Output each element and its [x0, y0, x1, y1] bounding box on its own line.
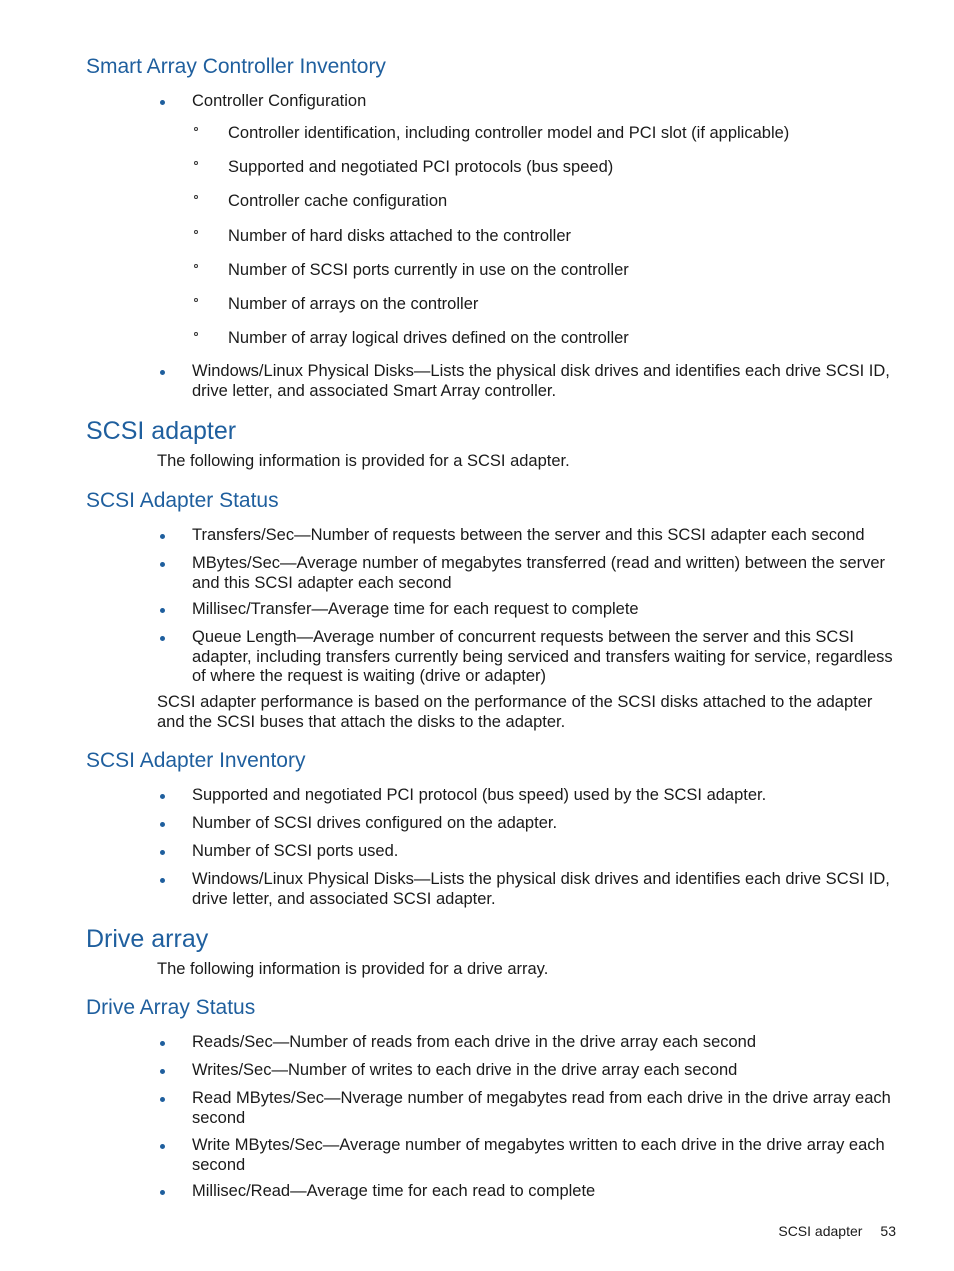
circle-bullet-icon: [194, 230, 198, 234]
bullet-icon: [160, 1144, 165, 1149]
list-item: [157, 1182, 902, 1202]
section-intro: The following information is provided for a SCSI adapter.: [157, 452, 570, 470]
bullet-icon: [160, 850, 165, 855]
list-item: [157, 786, 902, 806]
bullet-icon: [160, 1097, 165, 1102]
heading-drive-array-status: Drive Array Status: [86, 996, 256, 1019]
bullet-icon: [160, 794, 165, 799]
sub-list-item-text: Supported and negotiated PCI protocols (bus speed): [228, 158, 614, 176]
list-item: [157, 92, 902, 112]
sub-list-item-text: Number of SCSI ports currently in use on the controller: [228, 261, 629, 279]
list-item-text: Read MBytes/Sec—Nverage number of megabytes read from each drive in the drive array each second: [192, 1089, 891, 1127]
sub-list-item: [192, 124, 902, 144]
bullet-icon: [160, 370, 165, 375]
circle-bullet-icon: [194, 332, 198, 336]
sub-list-item: [192, 158, 902, 178]
bullet-icon: [160, 1190, 165, 1195]
list-item: [157, 1089, 902, 1128]
heading-scsi-adapter-inventory: SCSI Adapter Inventory: [86, 749, 306, 772]
bullet-icon: [160, 534, 165, 539]
section-note: SCSI adapter performance is based on the performance of the SCSI disks attached to the adapter and the SCSI buses that attach the disks to the adapter.: [157, 693, 873, 731]
list-item: [157, 814, 902, 834]
list-item-text: Transfers/Sec—Number of requests between the server and this SCSI adapter each second: [192, 526, 865, 544]
list-item-text: MBytes/Sec—Average number of megabytes transferred (read and written) between the server and this SCSI adapter each second: [192, 554, 886, 592]
list-item-text: Windows/Linux Physical Disks—Lists the physical disk drives and identifies each drive SCSI ID, drive letter, and associated Smart Array controller.: [192, 362, 890, 400]
sub-list-item: [192, 192, 902, 212]
circle-bullet-icon: [194, 127, 198, 131]
bullet-icon: [160, 1069, 165, 1074]
list-item-text: Write MBytes/Sec—Average number of megabytes written to each drive in the drive array each second: [192, 1136, 885, 1174]
heading-smart-array-controller-inventory: Smart Array Controller Inventory: [86, 55, 386, 78]
list-item-text: Writes/Sec—Number of writes to each drive in the drive array each second: [192, 1061, 738, 1079]
list-item-text: Supported and negotiated PCI protocol (bus speed) used by the SCSI adapter.: [192, 786, 767, 804]
sub-list-item-text: Number of hard disks attached to the controller: [228, 227, 572, 245]
page-footer: [778, 1223, 896, 1239]
list-item-text: Number of SCSI ports used.: [192, 842, 399, 860]
circle-bullet-icon: [194, 264, 198, 268]
list-item: [157, 870, 902, 909]
bullet-icon: [160, 636, 165, 641]
page-number: 53: [880, 1223, 896, 1239]
bullet-icon: [160, 562, 165, 567]
list-item: [157, 526, 902, 546]
bullet-icon: [160, 878, 165, 883]
sub-list-item-text: Controller cache configuration: [228, 192, 448, 210]
list-item: [157, 554, 902, 593]
sub-list-item-text: Controller identification, including controller model and PCI slot (if applicable): [228, 124, 790, 142]
list-item-text: Controller Configuration: [192, 92, 367, 110]
footer-section-title: SCSI adapter: [778, 1223, 863, 1239]
list-item-text: Millisec/Read—Average time for each read to complete: [192, 1182, 596, 1200]
bullet-icon: [160, 1041, 165, 1046]
section-intro: The following information is provided for a drive array.: [157, 960, 549, 978]
list-item: [157, 1061, 902, 1081]
list-item: [157, 1136, 902, 1175]
sub-list-item: [192, 227, 902, 247]
list-item: [157, 1033, 902, 1053]
list-item-text: Queue Length—Average number of concurrent requests between the server and this SCSI adapter, including transfers currently being serviced and transfers waiting for service, regardless of where the request is waiting (drive or adapter): [192, 628, 893, 685]
heading-scsi-adapter: SCSI adapter: [86, 417, 237, 445]
sub-list-item-text: Number of arrays on the controller: [228, 295, 479, 313]
sub-list-item: [192, 329, 902, 349]
list-item-text: Reads/Sec—Number of reads from each drive in the drive array each second: [192, 1033, 757, 1051]
circle-bullet-icon: [194, 195, 198, 199]
sub-list-item-text: Number of array logical drives defined on the controller: [228, 329, 629, 347]
list-item: [157, 600, 902, 620]
list-item: [157, 628, 902, 687]
list-item-text: Number of SCSI drives configured on the adapter.: [192, 814, 558, 832]
list-item-text: Millisec/Transfer—Average time for each request to complete: [192, 600, 639, 618]
sub-list-item: [192, 261, 902, 281]
sub-list-item: [192, 295, 902, 315]
heading-drive-array: Drive array: [86, 925, 209, 953]
circle-bullet-icon: [194, 298, 198, 302]
bullet-icon: [160, 608, 165, 613]
list-item: [157, 842, 902, 862]
list-item: [157, 362, 902, 401]
list-item-text: Windows/Linux Physical Disks—Lists the physical disk drives and identifies each drive SCSI ID, drive letter, and associated SCSI adapter.: [192, 870, 890, 908]
heading-scsi-adapter-status: SCSI Adapter Status: [86, 489, 279, 512]
bullet-icon: [160, 822, 165, 827]
bullet-icon: [160, 100, 165, 105]
circle-bullet-icon: [194, 161, 198, 165]
